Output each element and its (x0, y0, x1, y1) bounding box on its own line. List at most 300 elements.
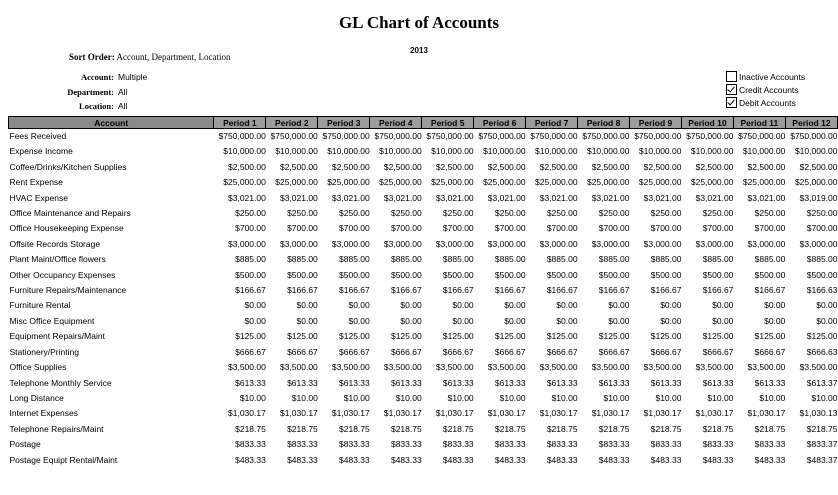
period-amount: $218.75 (650, 423, 682, 434)
period-amount: $666.67 (235, 346, 266, 357)
period-amount: $3,021.00 (695, 192, 734, 203)
period-amount: $833.33 (494, 439, 526, 450)
period-amount: $2,500.00 (643, 161, 682, 172)
column-header-period-11: Period 11 (733, 117, 785, 129)
period-amount: $3,000.00 (487, 238, 526, 249)
period-amount: $1,030.17 (279, 408, 318, 419)
period-amount: $0.00 (712, 315, 734, 326)
period-amount: $483.33 (287, 454, 318, 465)
period-amount: $833.33 (287, 439, 318, 450)
period-amount: $0.00 (816, 315, 838, 326)
option-label: Credit Accounts (739, 85, 799, 95)
period-amount: $1,030.17 (228, 408, 266, 419)
period-amount: $666.67 (702, 346, 734, 357)
period-amount: $700.00 (650, 223, 682, 234)
period-amount: $0.00 (348, 300, 370, 311)
period-amount: $1,030.17 (435, 408, 474, 419)
period-amount: $218.75 (702, 423, 734, 434)
period-amount: $3,500.00 (747, 362, 786, 373)
period-amount: $833.33 (442, 439, 474, 450)
period-amount: $25,000.00 (431, 177, 474, 188)
period-amount: $25,000.00 (223, 177, 266, 188)
period-amount: $3,000.00 (383, 238, 422, 249)
period-amount: $700.00 (235, 223, 266, 234)
period-amount: $750,000.00 (218, 131, 266, 141)
period-amount: $666.67 (390, 346, 422, 357)
period-amount: $250.00 (287, 208, 318, 219)
period-amount: $0.00 (556, 300, 578, 311)
period-amount: $613.33 (546, 377, 578, 388)
period-amount: $218.75 (235, 423, 266, 434)
period-amount: $885.00 (754, 254, 786, 265)
period-amount: $250.00 (702, 208, 734, 219)
period-amount: $0.00 (504, 300, 526, 311)
period-amount: $885.00 (806, 254, 838, 265)
period-amount: $613.33 (650, 377, 682, 388)
column-header-period-1: Period 1 (214, 117, 266, 129)
period-amount: $500.00 (442, 269, 474, 280)
period-amount: $3,000.00 (228, 238, 266, 249)
sort-order-value: Account, Department, Location (116, 52, 231, 62)
period-amount: $10.00 (707, 392, 734, 403)
period-amount: $483.33 (390, 454, 422, 465)
table-row (9, 406, 838, 421)
filter-value: Multiple (118, 72, 148, 82)
period-amount: $0.00 (296, 315, 318, 326)
period-amount: $218.75 (287, 423, 318, 434)
table-row (9, 129, 838, 145)
period-amount: $250.00 (598, 208, 630, 219)
period-amount: $2,500.00 (747, 161, 786, 172)
table-header-row (9, 117, 838, 129)
account-name: Office Housekeeping Expense (9, 223, 124, 234)
period-amount: $1,030.17 (331, 408, 370, 419)
account-name: Expense Income (9, 146, 73, 157)
period-amount: $10,000.00 (483, 146, 526, 157)
table-row (9, 391, 838, 406)
period-amount: $0.00 (296, 300, 318, 311)
column-header-period-12: Period 12 (785, 117, 837, 129)
filter-label: Location: (79, 101, 114, 111)
period-amount: $250.00 (546, 208, 578, 219)
period-amount: $1,030.13 (799, 408, 838, 419)
period-amount: $166.67 (598, 285, 630, 296)
period-amount: $885.00 (546, 254, 578, 265)
period-amount: $666.67 (546, 346, 578, 357)
period-amount: $613.33 (598, 377, 630, 388)
period-amount: $250.00 (806, 208, 838, 219)
option-label: Inactive Accounts (739, 72, 806, 82)
table-row (9, 206, 838, 221)
table-row (9, 422, 838, 437)
period-amount: $833.33 (546, 439, 578, 450)
period-amount: $10,000.00 (379, 146, 422, 157)
period-amount: $166.67 (650, 285, 682, 296)
period-amount: $483.33 (494, 454, 526, 465)
column-header-period-8: Period 8 (578, 117, 630, 129)
period-amount: $1,030.17 (487, 408, 526, 419)
period-amount: $483.33 (442, 454, 474, 465)
account-name: Postage Equipt Rental/Maint (9, 454, 118, 465)
period-amount: $0.00 (244, 315, 266, 326)
period-amount: $10,000.00 (431, 146, 474, 157)
period-amount: $0.00 (660, 315, 682, 326)
filter-account (30, 70, 147, 85)
column-header-period-3: Period 3 (318, 117, 370, 129)
period-amount: $3,000.00 (747, 238, 786, 249)
period-amount: $2,500.00 (279, 161, 318, 172)
period-amount: $750,000.00 (790, 131, 838, 141)
period-amount: $3,021.00 (331, 192, 370, 203)
period-amount: $1,030.17 (383, 408, 422, 419)
inactive-accounts-checkbox[interactable] (726, 71, 737, 82)
period-amount: $3,000.00 (539, 238, 578, 249)
account-name: Coffee/Drinks/Kitchen Supplies (9, 161, 127, 172)
period-amount: $885.00 (598, 254, 630, 265)
period-amount: $666.67 (442, 346, 474, 357)
period-amount: $125.00 (235, 331, 266, 342)
period-amount: $250.00 (235, 208, 266, 219)
period-amount: $125.00 (287, 331, 318, 342)
column-header-period-6: Period 6 (474, 117, 526, 129)
period-amount: $3,500.00 (799, 362, 838, 373)
table-row (9, 144, 838, 159)
account-options (726, 71, 805, 110)
period-amount: $833.33 (650, 439, 682, 450)
period-amount: $3,500.00 (643, 362, 682, 373)
period-amount: $10.00 (603, 392, 630, 403)
period-amount: $666.67 (494, 346, 526, 357)
column-header-account: Account (9, 117, 214, 129)
period-amount: $666.67 (339, 346, 370, 357)
period-amount: $166.67 (390, 285, 422, 296)
period-amount: $833.33 (754, 439, 786, 450)
period-amount: $700.00 (442, 223, 474, 234)
period-amount: $3,000.00 (279, 238, 318, 249)
period-amount: $2,500.00 (799, 161, 838, 172)
period-amount: $750,000.00 (634, 131, 682, 141)
period-amount: $750,000.00 (582, 131, 630, 141)
period-amount: $666.67 (650, 346, 682, 357)
period-amount: $125.00 (806, 331, 838, 342)
period-amount: $3,021.00 (747, 192, 786, 203)
period-amount: $666.67 (287, 346, 318, 357)
period-amount: $0.00 (816, 300, 838, 311)
period-amount: $2,500.00 (695, 161, 734, 172)
period-amount: $0.00 (712, 300, 734, 311)
period-amount: $3,000.00 (799, 238, 838, 249)
table-row (9, 175, 838, 190)
period-amount: $885.00 (390, 254, 422, 265)
table-row (9, 191, 838, 206)
period-amount: $3,000.00 (591, 238, 630, 249)
period-amount: $700.00 (339, 223, 370, 234)
period-amount: $483.37 (806, 454, 838, 465)
period-amount: $125.00 (754, 331, 786, 342)
period-amount: $250.00 (339, 208, 370, 219)
column-header-period-2: Period 2 (266, 117, 318, 129)
period-amount: $166.63 (806, 285, 838, 296)
period-amount: $500.00 (546, 269, 578, 280)
period-amount: $0.00 (608, 300, 630, 311)
period-amount: $10.00 (655, 392, 682, 403)
period-amount: $700.00 (702, 223, 734, 234)
period-amount: $10,000.00 (794, 146, 838, 157)
period-amount: $613.37 (806, 377, 838, 388)
period-amount: $166.67 (494, 285, 526, 296)
account-name: Furniture Rental (9, 300, 71, 311)
table-body (9, 129, 838, 468)
table-row (9, 268, 838, 283)
period-amount: $0.00 (452, 300, 474, 311)
period-amount: $125.00 (339, 331, 370, 342)
period-amount: $250.00 (442, 208, 474, 219)
period-amount: $10.00 (395, 392, 422, 403)
sort-order-label: Sort Order: (69, 52, 115, 62)
period-amount: $0.00 (660, 300, 682, 311)
period-amount: $750,000.00 (426, 131, 474, 141)
period-amount: $25,000.00 (742, 177, 786, 188)
table-row (9, 329, 838, 344)
period-amount: $250.00 (754, 208, 786, 219)
period-amount: $25,000.00 (483, 177, 526, 188)
table-row (9, 160, 838, 175)
table-row (9, 221, 838, 236)
account-name: Office Maintenance and Repairs (9, 208, 131, 219)
period-amount: $833.33 (702, 439, 734, 450)
account-name: Plant Maint/Office flowers (9, 254, 106, 265)
period-amount: $500.00 (598, 269, 630, 280)
period-amount: $483.33 (235, 454, 266, 465)
column-header-period-5: Period 5 (422, 117, 474, 129)
period-amount: $25,000.00 (638, 177, 682, 188)
period-amount: $166.67 (287, 285, 318, 296)
period-amount: $700.00 (806, 223, 838, 234)
period-amount: $3,500.00 (383, 362, 422, 373)
credit-accounts-checkbox[interactable] (726, 84, 737, 95)
period-amount: $166.67 (235, 285, 266, 296)
period-amount: $10,000.00 (275, 146, 318, 157)
period-amount: $666.63 (806, 346, 838, 357)
table-row (9, 360, 838, 375)
period-amount: $10.00 (239, 392, 266, 403)
period-amount: $0.00 (504, 315, 526, 326)
period-amount: $500.00 (494, 269, 526, 280)
period-amount: $3,021.00 (279, 192, 318, 203)
period-amount: $0.00 (764, 315, 786, 326)
account-name: Furniture Repairs/Maintenance (9, 285, 127, 296)
option-credit-accounts[interactable] (726, 84, 805, 97)
table-row (9, 453, 838, 468)
period-amount: $10,000.00 (535, 146, 578, 157)
period-amount: $613.33 (442, 377, 474, 388)
period-amount: $10.00 (343, 392, 370, 403)
column-header-period-4: Period 4 (370, 117, 422, 129)
period-amount: $500.00 (702, 269, 734, 280)
chart-of-accounts-table (8, 116, 838, 468)
period-amount: $3,500.00 (279, 362, 318, 373)
period-amount: $125.00 (598, 331, 630, 342)
period-amount: $25,000.00 (327, 177, 370, 188)
period-amount: $10,000.00 (742, 146, 786, 157)
period-amount: $483.33 (598, 454, 630, 465)
period-amount: $3,000.00 (695, 238, 734, 249)
period-amount: $1,030.17 (747, 408, 786, 419)
period-amount: $250.00 (650, 208, 682, 219)
period-amount: $750,000.00 (738, 131, 786, 141)
period-amount: $500.00 (390, 269, 422, 280)
period-amount: $833.37 (806, 439, 838, 450)
period-amount: $3,500.00 (435, 362, 474, 373)
period-amount: $2,500.00 (435, 161, 474, 172)
period-amount: $833.33 (235, 439, 266, 450)
period-amount: $166.67 (442, 285, 474, 296)
period-amount: $3,000.00 (643, 238, 682, 249)
table-row (9, 437, 838, 452)
period-amount: $25,000.00 (794, 177, 838, 188)
period-amount: $10.00 (551, 392, 578, 403)
period-amount: $2,500.00 (591, 161, 630, 172)
period-amount: $750,000.00 (478, 131, 526, 141)
period-amount: $833.33 (598, 439, 630, 450)
account-name: Fees Received (9, 131, 67, 141)
period-amount: $1,030.17 (591, 408, 630, 419)
report-title: GL Chart of Accounts (338, 13, 500, 32)
period-amount: $750,000.00 (322, 131, 370, 141)
filter-summary (30, 70, 147, 114)
period-amount: $250.00 (390, 208, 422, 219)
period-amount: $3,000.00 (331, 238, 370, 249)
period-amount: $125.00 (442, 331, 474, 342)
period-amount: $3,021.00 (539, 192, 578, 203)
period-amount: $0.00 (556, 315, 578, 326)
period-amount: $613.33 (702, 377, 734, 388)
option-label: Debit Accounts (739, 98, 796, 108)
account-name: HVAC Expense (9, 192, 68, 203)
period-amount: $833.33 (390, 439, 422, 450)
filter-value: All (118, 86, 128, 97)
period-amount: $218.75 (494, 423, 526, 434)
period-amount: $3,500.00 (487, 362, 526, 373)
period-amount: $3,021.00 (228, 192, 266, 203)
period-amount: $0.00 (244, 300, 266, 311)
period-amount: $700.00 (546, 223, 578, 234)
period-amount: $613.33 (287, 377, 318, 388)
period-amount: $3,021.00 (643, 192, 682, 203)
period-amount: $613.33 (494, 377, 526, 388)
period-amount: $3,500.00 (331, 362, 370, 373)
period-amount: $218.75 (339, 423, 370, 434)
table-row (9, 298, 838, 313)
period-amount: $10.00 (811, 392, 838, 403)
column-header-period-7: Period 7 (526, 117, 578, 129)
option-debit-accounts[interactable] (726, 97, 805, 110)
period-amount: $125.00 (494, 331, 526, 342)
period-amount: $3,500.00 (695, 362, 734, 373)
period-amount: $166.67 (754, 285, 786, 296)
period-amount: $218.75 (442, 423, 474, 434)
period-amount: $885.00 (287, 254, 318, 265)
account-name: Rent Expense (9, 177, 63, 188)
period-amount: $3,021.00 (591, 192, 630, 203)
period-amount: $3,500.00 (228, 362, 266, 373)
period-amount: $250.00 (494, 208, 526, 219)
account-name: Telephone Repairs/Maint (9, 423, 104, 434)
period-amount: $0.00 (608, 315, 630, 326)
period-amount: $885.00 (442, 254, 474, 265)
period-amount: $25,000.00 (379, 177, 422, 188)
period-amount: $25,000.00 (690, 177, 734, 188)
period-amount: $218.75 (390, 423, 422, 434)
period-amount: $25,000.00 (275, 177, 318, 188)
period-amount: $10,000.00 (586, 146, 630, 157)
period-amount: $885.00 (494, 254, 526, 265)
period-amount: $613.33 (390, 377, 422, 388)
period-amount: $750,000.00 (270, 131, 318, 141)
period-amount: $700.00 (494, 223, 526, 234)
period-amount: $3,021.00 (383, 192, 422, 203)
period-amount: $125.00 (546, 331, 578, 342)
period-amount: $166.67 (702, 285, 734, 296)
period-amount: $1,030.17 (695, 408, 734, 419)
period-amount: $10.00 (291, 392, 318, 403)
period-amount: $666.67 (598, 346, 630, 357)
period-amount: $483.33 (754, 454, 786, 465)
account-name: Other Occupancy Expenses (9, 269, 116, 280)
account-name: Office Supplies (9, 362, 67, 373)
option-inactive-accounts[interactable] (726, 71, 805, 84)
period-amount: $700.00 (390, 223, 422, 234)
period-amount: $2,500.00 (228, 161, 266, 172)
period-amount: $3,021.00 (487, 192, 526, 203)
period-amount: $218.75 (754, 423, 786, 434)
period-amount: $0.00 (348, 315, 370, 326)
account-name: Equipment Repairs/Maint (9, 331, 105, 342)
period-amount: $885.00 (702, 254, 734, 265)
period-amount: $500.00 (235, 269, 266, 280)
period-amount: $750,000.00 (374, 131, 422, 141)
account-name: Misc Office Equipment (9, 315, 95, 326)
period-amount: $1,030.17 (643, 408, 682, 419)
period-amount: $666.67 (754, 346, 786, 357)
period-amount: $700.00 (287, 223, 318, 234)
period-amount: $25,000.00 (586, 177, 630, 188)
table-row (9, 376, 838, 391)
period-amount: $500.00 (754, 269, 786, 280)
period-amount: $0.00 (764, 300, 786, 311)
period-amount: $483.33 (546, 454, 578, 465)
period-amount: $700.00 (598, 223, 630, 234)
period-amount: $885.00 (235, 254, 266, 265)
column-header-period-10: Period 10 (681, 117, 733, 129)
period-amount: $3,500.00 (539, 362, 578, 373)
period-amount: $0.00 (452, 315, 474, 326)
account-name: Stationery/Printing (9, 346, 79, 357)
filter-department (30, 85, 147, 100)
period-amount: $483.33 (702, 454, 734, 465)
period-amount: $613.33 (235, 377, 266, 388)
period-amount: $885.00 (339, 254, 370, 265)
sort-order (69, 52, 230, 62)
period-amount: $3,000.00 (435, 238, 474, 249)
account-name: Postage (9, 439, 41, 450)
period-amount: $750,000.00 (686, 131, 734, 141)
period-amount: $218.75 (598, 423, 630, 434)
period-amount: $2,500.00 (331, 161, 370, 172)
period-amount: $483.33 (650, 454, 682, 465)
debit-accounts-checkbox[interactable] (726, 97, 737, 108)
table-row (9, 314, 838, 329)
